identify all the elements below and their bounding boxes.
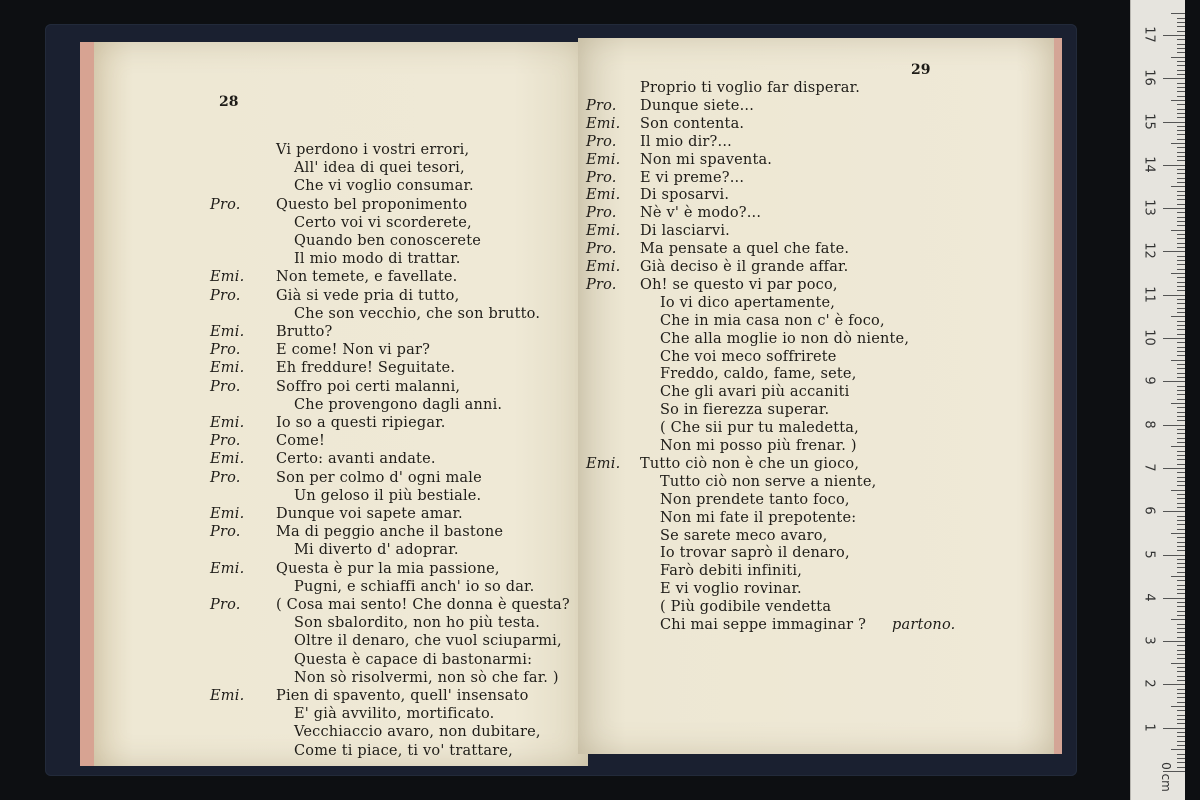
- ruler-tick: [1177, 567, 1185, 568]
- ruler-tick: [1177, 602, 1185, 603]
- ruler-tick: [1177, 91, 1185, 92]
- ruler-tick: [1177, 563, 1185, 564]
- ruler-tick: [1177, 22, 1185, 23]
- ruler-tick: [1177, 386, 1185, 387]
- ruler-tick: [1177, 212, 1185, 213]
- speaker-label: Pro.: [210, 196, 241, 213]
- ruler-tick: [1171, 360, 1185, 361]
- ruler-tick: [1177, 611, 1185, 612]
- ruler-tick: [1177, 732, 1185, 733]
- page-number: 28: [219, 94, 239, 110]
- speaker-label: Emi.: [586, 115, 621, 132]
- right-page: [578, 38, 1062, 754]
- ruler-tick: [1177, 689, 1185, 690]
- ruler-tick: [1171, 403, 1185, 404]
- ruler-tick: [1177, 308, 1185, 309]
- ruler-tick: [1177, 399, 1185, 400]
- speaker-label: Emi.: [210, 415, 245, 431]
- ruler-tick: [1177, 104, 1185, 105]
- verse-text: Non sò risolvermi, non sò che far. ): [294, 669, 559, 686]
- ruler-number: 8: [1141, 419, 1157, 429]
- ruler-tick: [1177, 637, 1185, 638]
- ruler-tick: [1177, 160, 1185, 161]
- speaker-label: Emi.: [210, 560, 245, 577]
- ruler-tick: [1177, 70, 1185, 71]
- verse-text: Questa è capace di bastonarmi:: [294, 651, 533, 668]
- ruler-tick: [1177, 459, 1185, 460]
- ruler-tick: [1171, 230, 1185, 231]
- verse-text: Non mi spaventa.: [640, 151, 773, 168]
- verse-text: Freddo, caldo, fame, sete,: [660, 366, 857, 383]
- ruler-tick: [1177, 260, 1185, 261]
- ruler-number: 11: [1141, 285, 1157, 303]
- verse-text: ( Che sii pur tu maledetta,: [660, 420, 859, 437]
- verse-text: Il mio dir?...: [640, 133, 732, 150]
- ruler-tick: [1177, 702, 1185, 703]
- stage-direction: partono.: [892, 617, 956, 633]
- ruler-number: 12: [1141, 242, 1157, 260]
- ruler-tick: [1177, 585, 1185, 586]
- ruler-tick: [1177, 524, 1185, 525]
- ruler-tick: [1177, 671, 1185, 672]
- ruler-tick: [1163, 78, 1185, 79]
- ruler-number: 2: [1141, 679, 1157, 689]
- ruler-tick: [1177, 351, 1185, 352]
- ruler-tick: [1177, 225, 1185, 226]
- ruler-tick: [1177, 715, 1185, 716]
- ruler-tick: [1171, 749, 1185, 750]
- ruler-tick: [1163, 295, 1185, 296]
- ruler-tick: [1177, 303, 1185, 304]
- speaker-label: Emi.: [210, 324, 245, 340]
- ruler-tick: [1177, 256, 1185, 257]
- ruler-number: 4: [1141, 593, 1157, 602]
- ruler-tick: [1177, 390, 1185, 391]
- ruler-tick: [1177, 377, 1185, 378]
- ruler-tick: [1177, 464, 1185, 465]
- ruler-tick: [1177, 178, 1185, 179]
- ruler-tick: [1177, 615, 1185, 616]
- ruler-tick: [1177, 667, 1185, 668]
- ruler-tick: [1171, 57, 1185, 58]
- ruler-tick: [1171, 706, 1185, 707]
- verse-text: Ma pensate a quel che fate.: [640, 241, 850, 258]
- verse-text: Pugni, e schiaffi anch' io so dar.: [294, 578, 535, 595]
- verse-text: Un geloso il più bestiale.: [294, 487, 482, 504]
- ruler-tick: [1177, 606, 1185, 607]
- ruler-tick: [1177, 113, 1185, 114]
- ruler-tick: [1171, 576, 1185, 577]
- verse-text: Che vi voglio consumar.: [294, 178, 474, 195]
- ruler-tick: [1163, 425, 1185, 426]
- ruler-tick: [1177, 420, 1185, 421]
- ruler-tick: [1177, 26, 1185, 27]
- ruler-tick: [1177, 126, 1185, 127]
- ruler-tick: [1177, 243, 1185, 244]
- ruler-tick: [1177, 264, 1185, 265]
- speaker-label: Emi.: [586, 187, 621, 204]
- speaker-label: Emi.: [586, 455, 621, 472]
- verse-text: Oltre il denaro, che vuol sciuparmi,: [294, 633, 562, 650]
- verse-text: Che son vecchio, che son brutto.: [294, 305, 541, 322]
- ruler-tick: [1177, 455, 1185, 456]
- ruler-tick: [1177, 481, 1185, 482]
- ruler-tick: [1177, 48, 1185, 49]
- ruler-number: 9: [1141, 376, 1157, 385]
- ruler-tick: [1177, 537, 1185, 538]
- verse-text: Brutto?: [276, 324, 333, 340]
- ruler-tick: [1163, 122, 1185, 123]
- ruler-tick: [1163, 251, 1185, 252]
- ruler-tick: [1177, 325, 1185, 326]
- ruler-tick: [1177, 546, 1185, 547]
- verse-text: E come! Non vi par?: [276, 342, 431, 359]
- verse-text: Son contenta.: [640, 115, 745, 132]
- verse-text: Vi perdono i vostri errori,: [276, 142, 470, 158]
- verse-text: Tutto ciò non serve a niente,: [660, 473, 877, 490]
- speaker-label: Pro.: [586, 97, 617, 114]
- ruler-tick: [1177, 407, 1185, 408]
- ruler-tick: [1177, 221, 1185, 222]
- ruler-tick: [1177, 282, 1185, 283]
- verse-text: ( Cosa mai sento! Che donna è questa?: [276, 597, 570, 613]
- ruler-tick: [1177, 83, 1185, 84]
- verse-text: Mi diverto d' adoprar.: [294, 542, 459, 559]
- ruler-tick: [1177, 580, 1185, 581]
- ruler-tick: [1177, 697, 1185, 698]
- ruler-tick: [1177, 676, 1185, 677]
- ruler-tick: [1177, 719, 1185, 720]
- ruler-tick: [1177, 693, 1185, 694]
- ruler-tick: [1177, 74, 1185, 75]
- ruler-tick: [1177, 494, 1185, 495]
- verse-text: Pien di spavento, quell' insensato: [276, 688, 529, 704]
- ruler-tick: [1177, 152, 1185, 153]
- ruler-tick: [1177, 589, 1185, 590]
- ruler-tick: [1171, 186, 1185, 187]
- ruler-tick: [1171, 446, 1185, 447]
- ruler-tick: [1177, 334, 1185, 335]
- ruler-tick: [1177, 520, 1185, 521]
- speaker-label: Pro.: [586, 241, 617, 258]
- verse-text: Questa è pur la mia passione,: [276, 560, 500, 577]
- ruler-tick: [1177, 269, 1185, 270]
- verse-text: Tutto ciò non è che un gioco,: [640, 455, 860, 472]
- verse-text: Io so a questi ripiegar.: [276, 415, 446, 431]
- verse-text: Io trovar saprò il denaro,: [660, 545, 850, 562]
- ruler-tick: [1177, 31, 1185, 32]
- verse-text: Vecchiaccio avaro, non dubitare,: [294, 724, 541, 741]
- verse-text: Questo bel proponimento: [276, 196, 468, 213]
- ruler-tick: [1163, 511, 1185, 512]
- ruler-tick: [1177, 290, 1185, 291]
- verse-text: Se sarete meco avaro,: [660, 527, 828, 544]
- ruler-tick: [1177, 130, 1185, 131]
- ruler-tick: [1177, 416, 1185, 417]
- ruler-tick: [1177, 758, 1185, 759]
- speaker-label: Pro.: [586, 205, 617, 222]
- verse-text: E vi preme?...: [640, 169, 745, 186]
- verse-text: Nè v' è modo?...: [640, 205, 762, 222]
- ruler-tick: [1163, 165, 1185, 166]
- ruler-tick: [1177, 299, 1185, 300]
- ruler-tick: [1177, 723, 1185, 724]
- verse-text: Il mio modo di trattar.: [294, 251, 461, 268]
- ruler-tick: [1177, 147, 1185, 148]
- ruler-tick: [1177, 286, 1185, 287]
- ruler-tick: [1177, 96, 1185, 97]
- ruler-tick: [1163, 555, 1185, 556]
- ruler-tick: [1177, 204, 1185, 205]
- verse-text: ( Più godibile vendetta: [660, 599, 832, 616]
- ruler-number: 5: [1141, 549, 1157, 559]
- ruler-tick: [1177, 632, 1185, 633]
- ruler-tick: [1177, 44, 1185, 45]
- ruler-tick: [1171, 100, 1185, 101]
- page-number: 29: [911, 62, 931, 78]
- verse-text: E' già avvilito, mortificato.: [294, 706, 495, 723]
- verse-text: So in fierezza superar.: [660, 402, 830, 419]
- ruler-tick: [1177, 347, 1185, 348]
- verse-text: Non mi posso più frenar. ): [660, 438, 857, 454]
- verse-text: Certo voi vi scorderete,: [294, 214, 472, 231]
- ruler-tick: [1177, 680, 1185, 681]
- ruler-tick: [1177, 654, 1185, 655]
- ruler-tick: [1177, 247, 1185, 248]
- ruler-tick: [1177, 710, 1185, 711]
- verse-text: Proprio ti voglio far disperar.: [640, 80, 860, 96]
- speaker-label: Emi.: [210, 360, 245, 377]
- ruler-number: 6: [1141, 506, 1157, 515]
- verse-text: Son sbalordito, non ho più testa.: [294, 615, 541, 632]
- verse-text: Ma di peggio anche il bastone: [276, 524, 504, 541]
- speaker-label: Pro.: [210, 524, 241, 541]
- ruler-tick: [1177, 658, 1185, 659]
- verse-text: Son per colmo d' ogni male: [276, 469, 482, 486]
- ruler-tick: [1177, 364, 1185, 365]
- ruler-tick: [1177, 277, 1185, 278]
- ruler-tick: [1163, 208, 1185, 209]
- speaker-label: Emi.: [586, 223, 621, 240]
- ruler-tick: [1177, 312, 1185, 313]
- speaker-label: Emi.: [210, 506, 245, 522]
- ruler-tick: [1177, 134, 1185, 135]
- ruler-tick: [1177, 438, 1185, 439]
- ruler-tick: [1177, 156, 1185, 157]
- speaker-label: Emi.: [586, 259, 621, 275]
- ruler-tick: [1177, 745, 1185, 746]
- speaker-label: Pro.: [210, 378, 241, 395]
- ruler-number: 1: [1141, 723, 1157, 732]
- ruler-tick: [1177, 442, 1185, 443]
- verse-text: Dunque voi sapete amar.: [276, 506, 463, 522]
- ruler-number: 16: [1141, 69, 1157, 86]
- speaker-label: Emi.: [210, 688, 245, 704]
- ruler-tick: [1177, 199, 1185, 200]
- ruler-tick: [1177, 754, 1185, 755]
- ruler-tick: [1163, 598, 1185, 599]
- ruler-tick: [1177, 433, 1185, 434]
- ruler-tick: [1177, 173, 1185, 174]
- ruler-tick: [1177, 234, 1185, 235]
- ruler-tick: [1177, 516, 1185, 517]
- verse-text: Io vi dico apertamente,: [660, 294, 836, 311]
- verse-text: All' idea di quei tesori,: [294, 160, 465, 177]
- ruler-tick: [1177, 169, 1185, 170]
- ruler-tick: [1177, 593, 1185, 594]
- verse-text: Come!: [276, 433, 325, 450]
- ruler-tick: [1177, 61, 1185, 62]
- speaker-label: Emi.: [210, 451, 245, 468]
- verse-text: Che in mia casa non c' è foco,: [660, 312, 885, 329]
- ruler-tick: [1163, 728, 1185, 729]
- ruler-tick: [1177, 507, 1185, 508]
- ruler-tick: [1177, 736, 1185, 737]
- verse-text: Non mi fate il prepotente:: [660, 509, 857, 526]
- ruler-tick: [1177, 628, 1185, 629]
- ruler-tick: [1177, 550, 1185, 551]
- measuring-ruler: [1130, 0, 1185, 800]
- ruler-tick: [1177, 542, 1185, 543]
- speaker-label: Emi.: [586, 151, 621, 168]
- ruler-tick: [1177, 503, 1185, 504]
- ruler-tick: [1177, 195, 1185, 196]
- ruler-number: 17: [1141, 26, 1157, 43]
- ruler-number: 14: [1141, 156, 1157, 173]
- ruler-tick: [1177, 559, 1185, 560]
- ruler-tick: [1177, 741, 1185, 742]
- ruler-tick: [1177, 650, 1185, 651]
- ruler-tick: [1177, 412, 1185, 413]
- speaker-label: Pro.: [586, 169, 617, 186]
- ruler-tick: [1177, 368, 1185, 369]
- ruler-tick: [1171, 619, 1185, 620]
- ruler-tick: [1177, 355, 1185, 356]
- ruler-tick: [1177, 217, 1185, 218]
- ruler-number: 13: [1141, 199, 1157, 216]
- ruler-tick: [1171, 143, 1185, 144]
- ruler-tick: [1177, 472, 1185, 473]
- verse-text: Come ti piace, ti vo' trattare,: [294, 742, 513, 759]
- ruler-tick: [1177, 477, 1185, 478]
- left-page: [80, 42, 588, 766]
- verse-text: Che gli avari più accaniti: [660, 384, 850, 401]
- ruler-tick: [1177, 139, 1185, 140]
- ruler-number: 3: [1141, 636, 1157, 645]
- ruler-tick: [1177, 109, 1185, 110]
- ruler-tick: [1177, 767, 1185, 768]
- verse-text: Che voi meco soffrirete: [660, 348, 837, 365]
- ruler-tick: [1177, 52, 1185, 53]
- ruler-tick: [1177, 18, 1185, 19]
- ruler-tick: [1177, 394, 1185, 395]
- verse-text: Dunque siete...: [640, 97, 755, 114]
- speaker-label: Pro.: [210, 433, 241, 450]
- ruler-unit: 0 cm: [1159, 762, 1174, 792]
- ruler-tick: [1171, 273, 1185, 274]
- speaker-label: Pro.: [210, 287, 241, 304]
- speaker-label: Pro.: [586, 133, 617, 150]
- ruler-number: 15: [1141, 112, 1157, 130]
- verse-text: Di sposarvi.: [640, 187, 730, 204]
- verse-text: Di lasciarvi.: [640, 223, 730, 240]
- speaker-label: Pro.: [586, 276, 617, 293]
- ruler-tick: [1177, 321, 1185, 322]
- ruler-tick: [1177, 572, 1185, 573]
- ruler-tick: [1177, 238, 1185, 239]
- verse-text: Certo: avanti andate.: [276, 451, 436, 468]
- speaker-label: Pro.: [210, 342, 241, 359]
- verse-text: Non prendete tanto foco,: [660, 491, 850, 508]
- ruler-tick: [1177, 429, 1185, 430]
- verse-text: Chi mai seppe immaginar ?: [660, 617, 867, 633]
- verse-text: Non temete, e favellate.: [276, 269, 458, 286]
- ruler-tick: [1177, 529, 1185, 530]
- ruler-tick: [1177, 342, 1185, 343]
- ruler-tick: [1171, 663, 1185, 664]
- ruler-tick: [1177, 645, 1185, 646]
- verse-text: Già si vede pria di tutto,: [276, 287, 460, 304]
- ruler-tick: [1177, 65, 1185, 66]
- ruler-number: 7: [1141, 463, 1157, 472]
- ruler-tick: [1177, 451, 1185, 452]
- ruler-tick: [1177, 498, 1185, 499]
- ruler-tick: [1163, 468, 1185, 469]
- verse-text: Che provengono dagli anni.: [294, 396, 503, 413]
- verse-text: Già deciso è il grande affar.: [640, 259, 849, 275]
- ruler-tick: [1163, 684, 1185, 685]
- ruler-tick: [1163, 641, 1185, 642]
- ruler-tick: [1171, 490, 1185, 491]
- ruler-tick: [1177, 373, 1185, 374]
- ruler-tick: [1171, 13, 1185, 14]
- verse-text: Oh! se questo vi par poco,: [640, 276, 838, 293]
- verse-text: Soffro poi certi malanni,: [276, 378, 461, 395]
- ruler-tick: [1177, 117, 1185, 118]
- ruler-tick: [1177, 762, 1185, 763]
- ruler-tick: [1171, 316, 1185, 317]
- speaker-label: Emi.: [210, 269, 245, 286]
- verse-text: E vi voglio rovinar.: [660, 581, 802, 598]
- verse-text: Eh freddure! Seguitate.: [276, 360, 456, 377]
- ruler-number: 10: [1141, 329, 1157, 346]
- ruler-tick: [1177, 485, 1185, 486]
- verse-text: Farò debiti infiniti,: [660, 563, 803, 580]
- verse-text: Quando ben conoscerete: [294, 233, 482, 249]
- ruler-tick: [1171, 533, 1185, 534]
- ruler-tick: [1177, 39, 1185, 40]
- ruler-tick: [1177, 624, 1185, 625]
- speaker-label: Pro.: [210, 597, 241, 613]
- ruler-tick: [1177, 182, 1185, 183]
- speaker-label: Pro.: [210, 469, 241, 486]
- ruler-tick: [1177, 329, 1185, 330]
- verse-text: Che alla moglie io non dò niente,: [660, 330, 910, 347]
- ruler-tick: [1163, 381, 1185, 382]
- ruler-tick: [1163, 35, 1185, 36]
- ruler-tick: [1177, 87, 1185, 88]
- ruler-tick: [1177, 191, 1185, 192]
- ruler-tick: [1163, 338, 1185, 339]
